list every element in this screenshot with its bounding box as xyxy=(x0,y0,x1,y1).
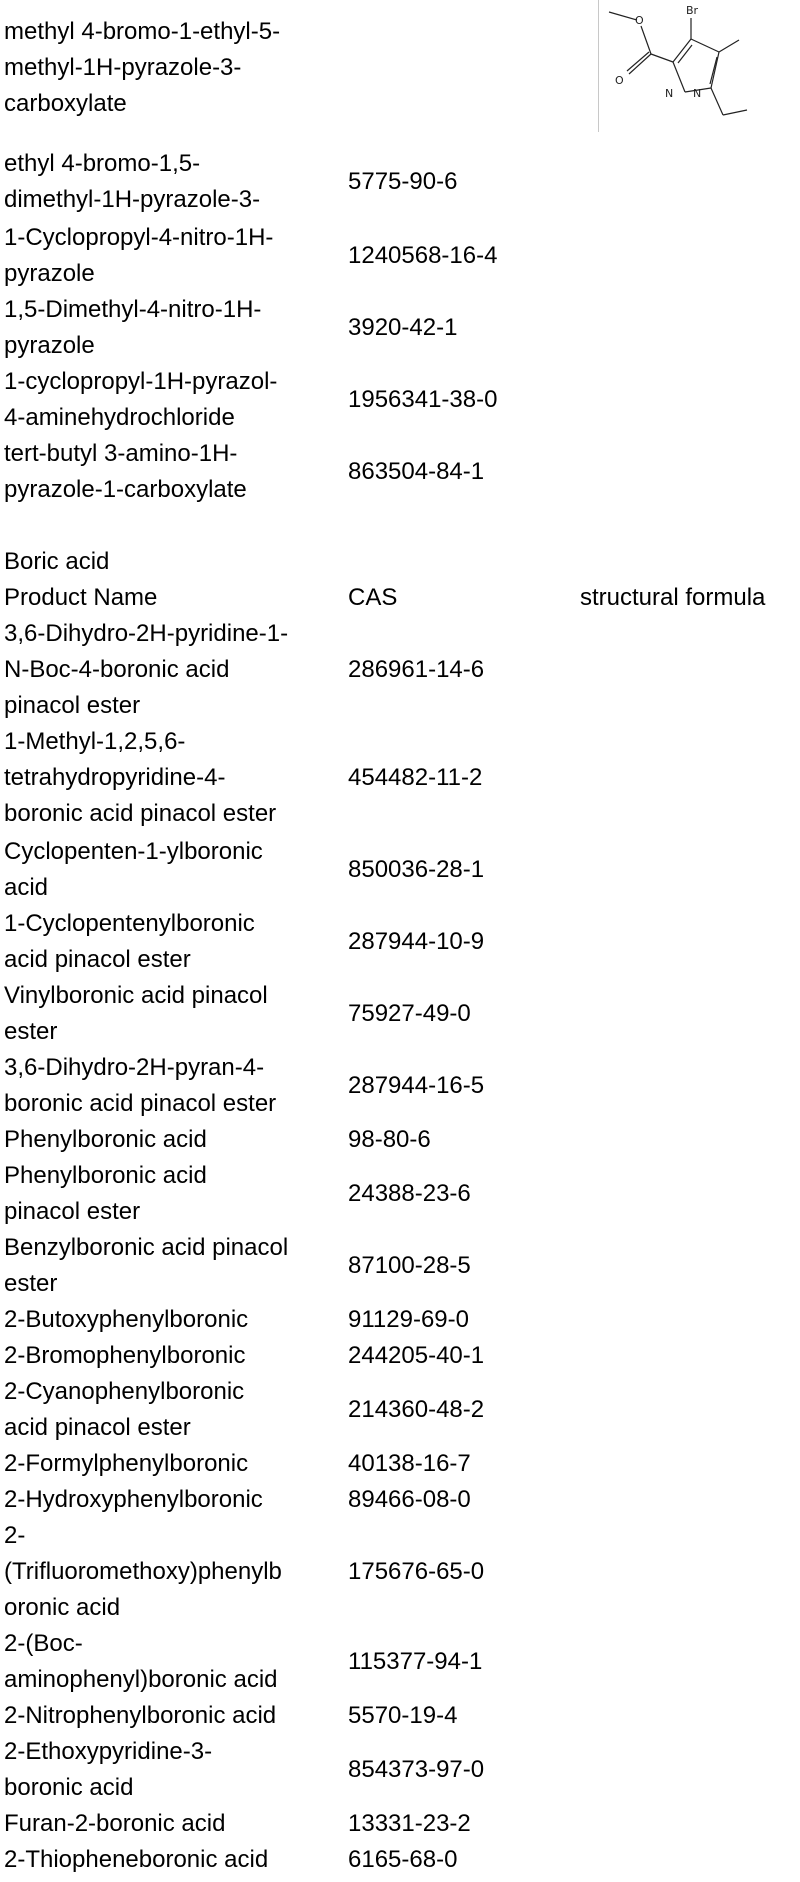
product-name xyxy=(4,1734,342,1806)
product-name-line: pinacol ester xyxy=(4,692,141,719)
product-name xyxy=(4,14,342,122)
product-name-line: (Trifluoromethoxy)phenylb xyxy=(4,1558,282,1585)
product-name-line: 3,6-Dihydro-2H-pyridine-1- xyxy=(4,620,289,647)
pyrazole-structure-drawing xyxy=(599,0,800,132)
product-name xyxy=(4,1698,342,1734)
product-name xyxy=(4,1518,342,1626)
product-name xyxy=(4,834,342,906)
product-name-line: 2-Butoxyphenylboronic xyxy=(4,1306,249,1333)
product-name-line: ester xyxy=(4,1270,58,1297)
cas-number xyxy=(348,924,484,960)
cas-text: 89466-08-0 xyxy=(348,1486,471,1513)
cas-text: 175676-65-0 xyxy=(348,1558,485,1585)
product-name-line: oronic acid xyxy=(4,1594,121,1621)
product-name xyxy=(4,1482,342,1518)
cas-text: 91129-69-0 xyxy=(348,1306,469,1333)
cas-text: 24388-23-6 xyxy=(348,1180,471,1207)
product-name-line: pyrazole xyxy=(4,260,95,287)
product-name xyxy=(4,364,342,436)
product-name-line: pyrazole xyxy=(4,332,95,359)
product-name xyxy=(4,1626,342,1698)
cas-number xyxy=(348,996,471,1032)
cas-number xyxy=(348,852,484,888)
product-name-line: 2-Nitrophenylboronic acid xyxy=(4,1702,277,1729)
carbonyl-oxygen-label: O xyxy=(615,74,624,87)
cas-number xyxy=(348,760,482,796)
product-name xyxy=(4,1158,342,1230)
cas-number xyxy=(348,1068,484,1104)
product-name-line: 1-Cyclopentenylboronic xyxy=(4,910,255,937)
product-name-line: tert-butyl 3-amino-1H- xyxy=(4,440,238,467)
cas-text: 87100-28-5 xyxy=(348,1252,471,1279)
cas-number xyxy=(348,382,497,418)
cas-number xyxy=(348,238,497,274)
cas-text: 115377-94-1 xyxy=(348,1648,483,1675)
cas-number xyxy=(348,1842,457,1878)
cas-number xyxy=(348,1338,484,1374)
product-name-line: Benzylboronic acid pinacol xyxy=(4,1234,289,1261)
product-name xyxy=(4,1230,342,1302)
cas-text: 40138-16-7 xyxy=(348,1450,471,1477)
cas-text: 75927-49-0 xyxy=(348,1000,471,1027)
ether-oxygen-label: O xyxy=(635,14,644,27)
column-header-text: Product Name xyxy=(4,584,158,611)
product-name-line: 2-(Boc- xyxy=(4,1630,83,1657)
cas-text: 1240568-16-4 xyxy=(348,242,498,269)
product-name xyxy=(4,220,342,292)
product-name-line: pyrazole-1-carboxylate xyxy=(4,476,247,503)
product-name xyxy=(4,906,342,978)
section-title xyxy=(4,544,342,580)
product-name xyxy=(4,1302,342,1338)
cas-text: 287944-10-9 xyxy=(348,928,485,955)
product-name-line: Vinylboronic acid pinacol xyxy=(4,982,268,1009)
product-name xyxy=(4,436,342,508)
cas-text: 850036-28-1 xyxy=(348,856,485,883)
section-title-text: Boric acid xyxy=(4,548,110,575)
product-name-line: Phenylboronic acid xyxy=(4,1126,207,1153)
cas-text: 5775-90-6 xyxy=(348,168,458,195)
product-name-line: pinacol ester xyxy=(4,1198,141,1225)
column-header-text: structural formula xyxy=(580,584,766,611)
product-name-line: boronic acid pinacol ester xyxy=(4,1090,277,1117)
cas-text: 5570-19-4 xyxy=(348,1702,458,1729)
cas-text: 214360-48-2 xyxy=(348,1396,485,1423)
product-name-line: acid pinacol ester xyxy=(4,946,191,973)
cas-text: 287944-16-5 xyxy=(348,1072,485,1099)
product-name-line: ethyl 4-bromo-1,5- xyxy=(4,150,201,177)
product-name xyxy=(4,1806,342,1842)
product-name xyxy=(4,1374,342,1446)
cas-number xyxy=(348,1554,484,1590)
cas-number xyxy=(348,164,457,200)
structural-formula-image xyxy=(598,0,800,132)
cas-number xyxy=(348,1392,484,1428)
product-name xyxy=(4,1050,342,1122)
product-name-line: Cyclopenten-1-ylboronic xyxy=(4,838,263,865)
product-name-line: 2-Hydroxyphenylboronic xyxy=(4,1486,263,1513)
cas-text: 854373-97-0 xyxy=(348,1756,485,1783)
bromine-label: Br xyxy=(686,4,699,17)
product-name xyxy=(4,1122,342,1158)
cas-number xyxy=(348,1752,484,1788)
product-name xyxy=(4,1446,342,1482)
product-name-line: boronic acid pinacol ester xyxy=(4,800,277,827)
product-name-line: 1-Methyl-1,2,5,6- xyxy=(4,728,186,755)
product-name-line: 2-Thiopheneboronic acid xyxy=(4,1846,269,1873)
cas-text: 98-80-6 xyxy=(348,1126,431,1153)
product-name-line: 2- xyxy=(4,1522,26,1549)
cas-text: 13331-23-2 xyxy=(348,1810,471,1837)
cas-number xyxy=(348,310,457,346)
product-name xyxy=(4,292,342,364)
column-header-name xyxy=(4,580,342,616)
product-name-line: 2-Cyanophenylboronic xyxy=(4,1378,245,1405)
product-name xyxy=(4,616,342,724)
product-name-line: carboxylate xyxy=(4,90,127,117)
cas-number xyxy=(348,1644,482,1680)
cas-number xyxy=(348,454,484,490)
cas-number xyxy=(348,1482,471,1518)
column-header-structure xyxy=(580,580,765,616)
product-name-line: 4-aminehydrochloride xyxy=(4,404,235,431)
product-name-line: 1-cyclopropyl-1H-pyrazol- xyxy=(4,368,278,395)
product-name-line: Furan-2-boronic acid xyxy=(4,1810,226,1837)
nitrogen-label: N xyxy=(665,87,674,100)
nitrogen-label: N xyxy=(693,87,702,100)
product-name-line: N-Boc-4-boronic acid xyxy=(4,656,230,683)
cas-text: 3920-42-1 xyxy=(348,314,458,341)
product-name-line: methyl 4-bromo-1-ethyl-5- xyxy=(4,18,281,45)
product-name-line: ester xyxy=(4,1018,58,1045)
product-name-line: 2-Ethoxypyridine-3- xyxy=(4,1738,213,1765)
cas-number xyxy=(348,1176,471,1212)
cas-text: 1956341-38-0 xyxy=(348,386,498,413)
product-name xyxy=(4,1842,342,1878)
product-name-line: acid xyxy=(4,874,49,901)
product-name-line: 1,5-Dimethyl-4-nitro-1H- xyxy=(4,296,262,323)
column-header-cas xyxy=(348,580,397,616)
product-name-line: 2-Formylphenylboronic xyxy=(4,1450,249,1477)
cas-text: 454482-11-2 xyxy=(348,764,483,791)
product-name-line: methyl-1H-pyrazole-3- xyxy=(4,54,242,81)
cas-text: 286961-14-6 xyxy=(348,656,485,683)
product-name xyxy=(4,1338,342,1374)
column-header-text: CAS xyxy=(348,584,398,611)
cas-number xyxy=(348,1248,471,1284)
cas-number xyxy=(348,652,484,688)
product-name-line: acid pinacol ester xyxy=(4,1414,191,1441)
cas-text: 6165-68-0 xyxy=(348,1846,458,1873)
cas-text: 244205-40-1 xyxy=(348,1342,485,1369)
product-name xyxy=(4,978,342,1050)
product-name-line: Phenylboronic acid xyxy=(4,1162,207,1189)
product-name-line: tetrahydropyridine-4- xyxy=(4,764,226,791)
cas-number xyxy=(348,1698,457,1734)
product-name-line: boronic acid xyxy=(4,1774,134,1801)
product-name xyxy=(4,724,342,832)
cas-number xyxy=(348,1446,471,1482)
product-name-line: 3,6-Dihydro-2H-pyran-4- xyxy=(4,1054,265,1081)
product-name-line: 1-Cyclopropyl-4-nitro-1H- xyxy=(4,224,274,251)
cas-number xyxy=(348,1806,471,1842)
cas-text: 863504-84-1 xyxy=(348,458,485,485)
cas-number xyxy=(348,1302,469,1338)
cas-number xyxy=(348,1122,431,1158)
product-name-line: aminophenyl)boronic acid xyxy=(4,1666,278,1693)
product-name-line: 2-Bromophenylboronic xyxy=(4,1342,246,1369)
product-name xyxy=(4,146,342,218)
product-name-line: dimethyl-1H-pyrazole-3- xyxy=(4,186,261,213)
